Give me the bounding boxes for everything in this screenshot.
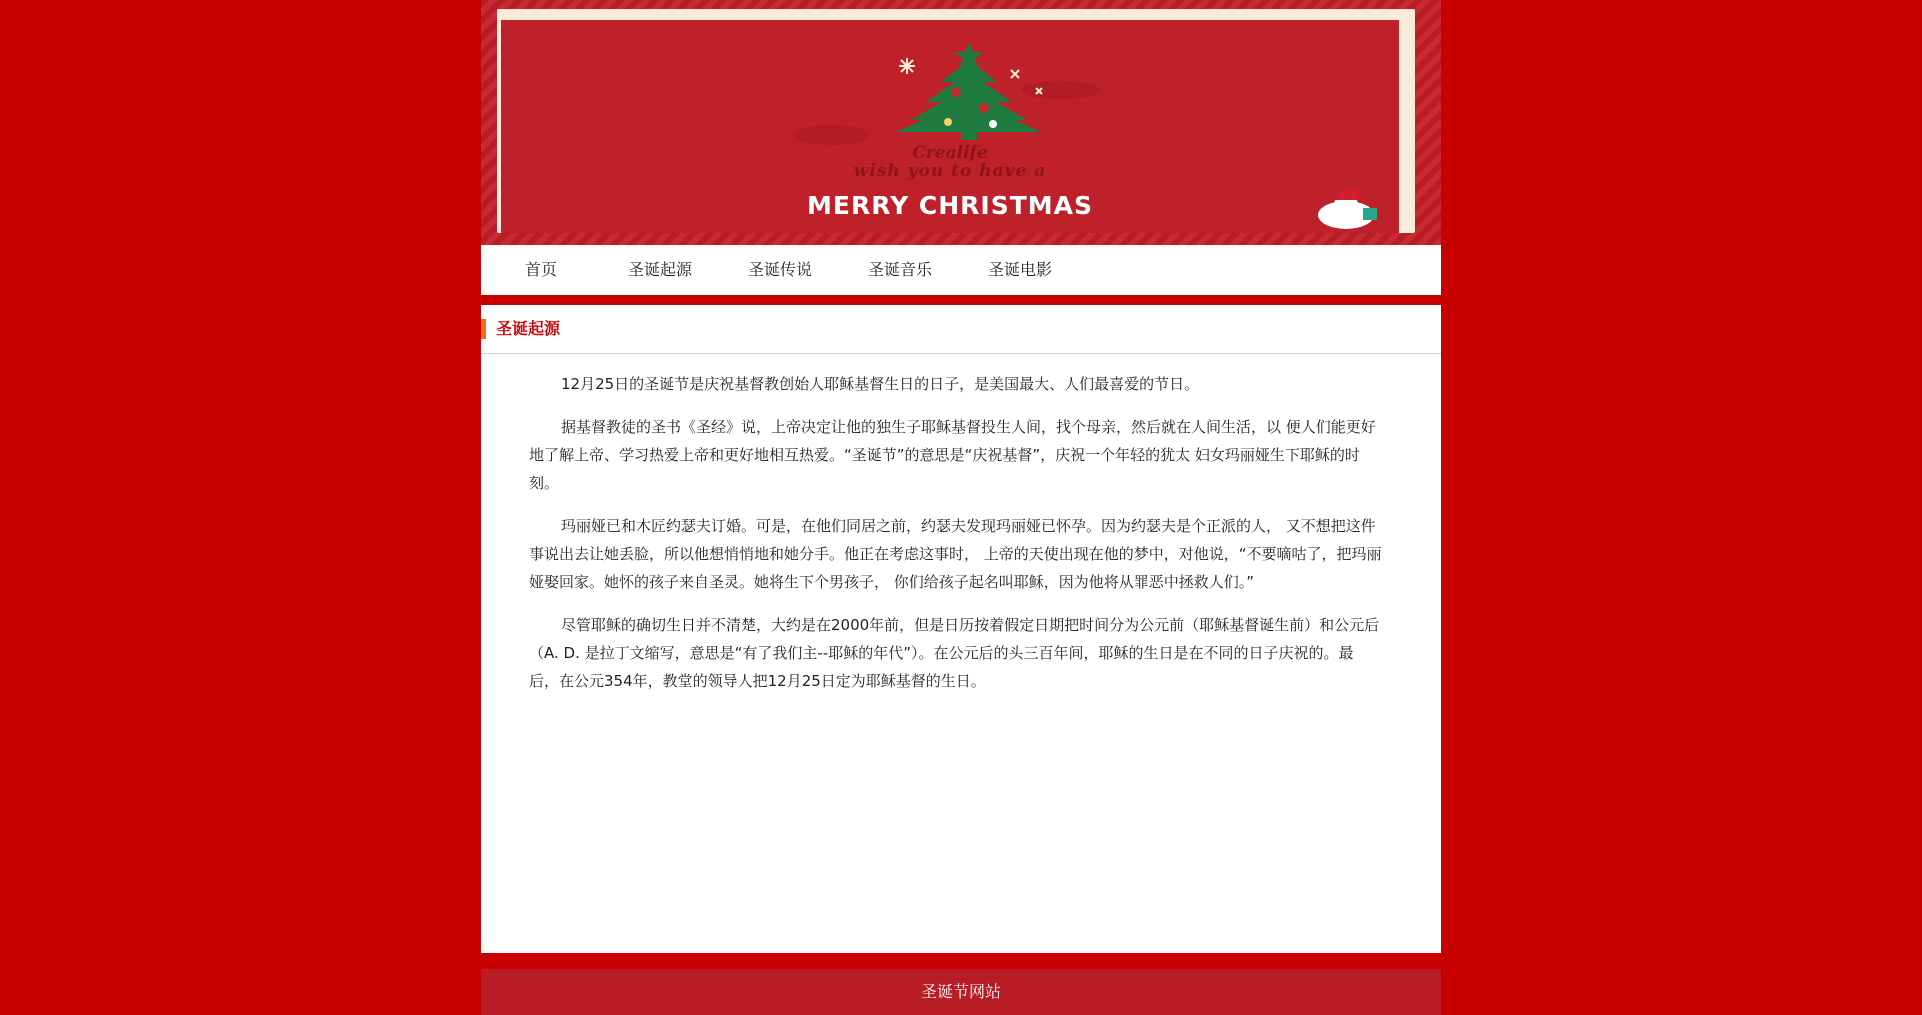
article-body [529,370,1383,710]
main-nav [481,245,1441,295]
section-header [481,305,1441,354]
article-paragraph: 12月25日的圣诞节是庆祝基督教创始人耶稣基督生日的日子，是美国最大、人们最喜爱的节日。 [561,375,1200,393]
nav-item-origin[interactable]: 圣诞起源 [628,260,693,279]
nav-item-movies[interactable]: 圣诞电影 [988,260,1053,279]
page [481,0,1441,1015]
article-paragraph: 尽管耶稣的确切生日并不清楚，大约是在2000年前，但是日历按着假定日期把时间分为公元前（耶稣基督诞生前）和公元后（A. D. 是拉丁文缩写，意思是“有了我们主--耶稣的年代”）。在公元后的头三百年间，耶稣的生日是在不同的日子庆祝的。最后，在公元354年，教堂的领导人把12月25日定为耶稣基督的生日。 [529,616,1380,690]
nav-item-home[interactable]: 首页 [525,260,558,279]
banner-title: MERRY CHRISTMAS [806,191,1093,220]
banner-script-line2: wish you to have a [853,161,1047,181]
christmas-banner [481,0,1441,245]
banner-card [501,20,1399,233]
banner-script-line1: Crealife [912,143,988,163]
tree-icon [896,60,1042,140]
site-footer: 圣诞节网站 [481,969,1441,1015]
article-paragraph: 据基督教徒的圣书《圣经》说，上帝决定让他的独生子耶稣基督投生人间，找个母亲，然后就在人间生活，以 便人们能更好地了解上帝、学习热爱上帝和更好地相互热爱。“圣诞节”的意思是“庆祝基督”，庆祝一个年轻的犹太 妇女玛丽娅生下耶稣的时刻。 [529,418,1376,492]
banner-greeting-script [501,144,1399,180]
nav-item-music[interactable]: 圣诞音乐 [868,260,933,279]
content-panel [481,305,1441,953]
section-accent-bar [481,319,486,339]
article-paragraph: 玛丽娅已和木匠约瑟夫订婚。可是，在他们同居之前，约瑟夫发现玛丽娅已怀孕。因为约瑟夫是个正派的人， 又不想把这件事说出去让她丢脸，所以他想悄悄地和她分手。他正在考虑这事时， 上帝的天使出现在他的梦中，对他说，“不要嘀咕了，把玛丽娅娶回家。她怀的孩子来自圣灵。她将生下个男孩子， 你们给孩子起名叫耶稣，因为他将从罪恶中拯救人们。” [529,517,1382,591]
nav-item-legend[interactable]: 圣诞传说 [748,260,813,279]
section-title: 圣诞起源 [496,319,561,338]
